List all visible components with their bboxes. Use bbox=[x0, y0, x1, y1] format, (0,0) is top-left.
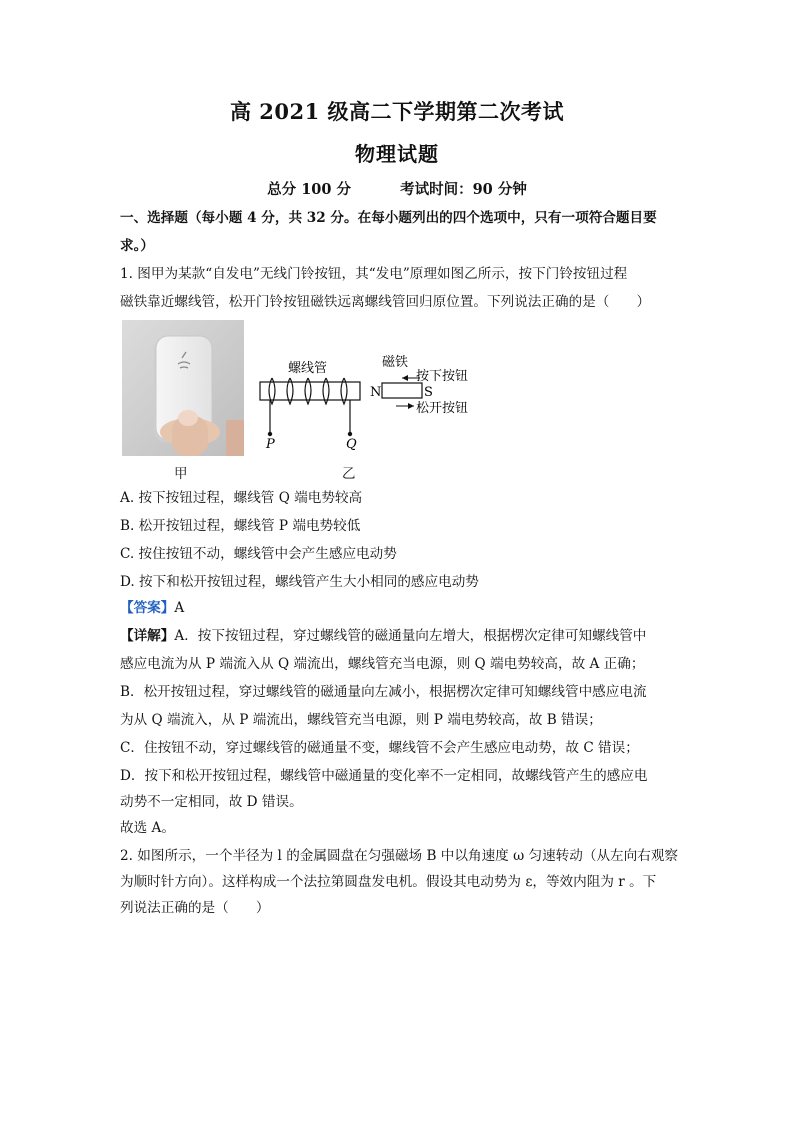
doorbell-photo bbox=[122, 320, 244, 456]
q1-detail-line: D．按下和松开按钮过程，螺线管中磁通量的变化率不一定相同，故螺线管产生的感应电 bbox=[120, 768, 648, 784]
pole-s-label: S bbox=[424, 385, 433, 400]
terminal-q-label: Q bbox=[346, 437, 357, 452]
q1-detail-line: 感应电流为从 P 端流入从 Q 端流出，螺线管充当电源，则 Q 端电势较高，故 A 正确； bbox=[120, 656, 645, 672]
q1-option-c: C. 按住按钮不动，螺线管中会产生感应电动势 bbox=[120, 546, 397, 562]
doorbell-photo-drawing bbox=[122, 320, 244, 456]
terminal-p-label: P bbox=[266, 437, 275, 452]
q1-stem: 1. 图甲为某款“自发电”无线门铃按钮，其“发电”原理如图乙所示，按下门铃按钮过程 bbox=[120, 266, 628, 282]
answer-value: A bbox=[174, 600, 185, 616]
subject-title: 物理试题 bbox=[355, 142, 439, 166]
q1-detail-line bbox=[120, 626, 680, 646]
q1-option-a: A. 按下按钮过程，螺线管 Q 端电势较高 bbox=[120, 490, 363, 506]
terminal-q-dot bbox=[348, 432, 352, 436]
q1-detail-line: C．住按钮不动，穿过螺线管的磁通量不变，螺线管不会产生感应电动势，故 C 错误； bbox=[120, 740, 639, 756]
q1-detail-line: 为从 Q 端流入，从 P 端流出，螺线管充当电源，则 P 端电势较高，故 B 错误； bbox=[120, 712, 602, 728]
q1-answer bbox=[120, 598, 680, 618]
pole-n-label: N bbox=[370, 385, 382, 400]
q1-option-b: B. 松开按钮过程，螺线管 P 端电势较低 bbox=[120, 518, 361, 534]
q2-stem-cont: 为顺时针方向）。这样构成一个法拉第圆盘发电机。假设其电动势为 ε，等效内阻为 r 。下 bbox=[120, 874, 657, 890]
solenoid-label: 螺线管 bbox=[288, 361, 328, 376]
release-label: 松开按钮 bbox=[416, 401, 469, 416]
section-heading: 一、选择题（每小题 4 分，共 32 分。在每小题列出的四个选项中，只有一项符合题目要 bbox=[120, 210, 657, 226]
q1-stem-cont: 磁铁靠近螺线管，松开门铃按钮磁铁远离螺线管回归原位置。下列说法正确的是（ ） bbox=[120, 294, 651, 310]
q1-conclusion: 故选 A。 bbox=[120, 820, 175, 836]
exam-title: 高 2021 级高二下学期第二次考试 bbox=[229, 99, 565, 124]
figure-yi-label: 乙 bbox=[342, 466, 356, 482]
exam-meta bbox=[0, 178, 794, 199]
detail-tag: 【详解】 bbox=[120, 628, 175, 644]
terminal-p-dot bbox=[268, 432, 272, 436]
figure-jia-label: 甲 bbox=[174, 466, 188, 482]
q2-stem: 2. 如图所示，一个半径为 l 的金属圆盘在匀强磁场 B 中以角速度 ω 匀速转动（从左向右观察 bbox=[120, 848, 679, 864]
magnet-label: 磁铁 bbox=[382, 355, 409, 370]
magnet bbox=[382, 383, 422, 398]
detail-text: A．按下按钮过程，穿过螺线管的磁通量向左增大，根据楞次定律可知螺线管中 bbox=[174, 628, 647, 644]
q2-stem-cont: 列说法正确的是（ ） bbox=[120, 900, 270, 916]
total-score: 总分 100 分 bbox=[267, 181, 352, 198]
section-heading-cont: 求。） bbox=[120, 238, 154, 254]
q1-detail-line: 动势不一定相同，故 D 错误。 bbox=[120, 794, 303, 810]
q1-detail-line: B．松开按钮过程，穿过螺线管的磁通量向左减小，根据楞次定律可知螺线管中感应电流 bbox=[120, 684, 647, 700]
exam-time: 考试时间：90 分钟 bbox=[400, 181, 527, 198]
q1-option-d: D. 按下和松开按钮过程，螺线管产生大小相同的感应电动势 bbox=[120, 574, 479, 590]
press-label: 按下按钮 bbox=[416, 369, 469, 384]
answer-tag: 【答案】 bbox=[120, 600, 175, 616]
solenoid-diagram bbox=[250, 350, 490, 480]
